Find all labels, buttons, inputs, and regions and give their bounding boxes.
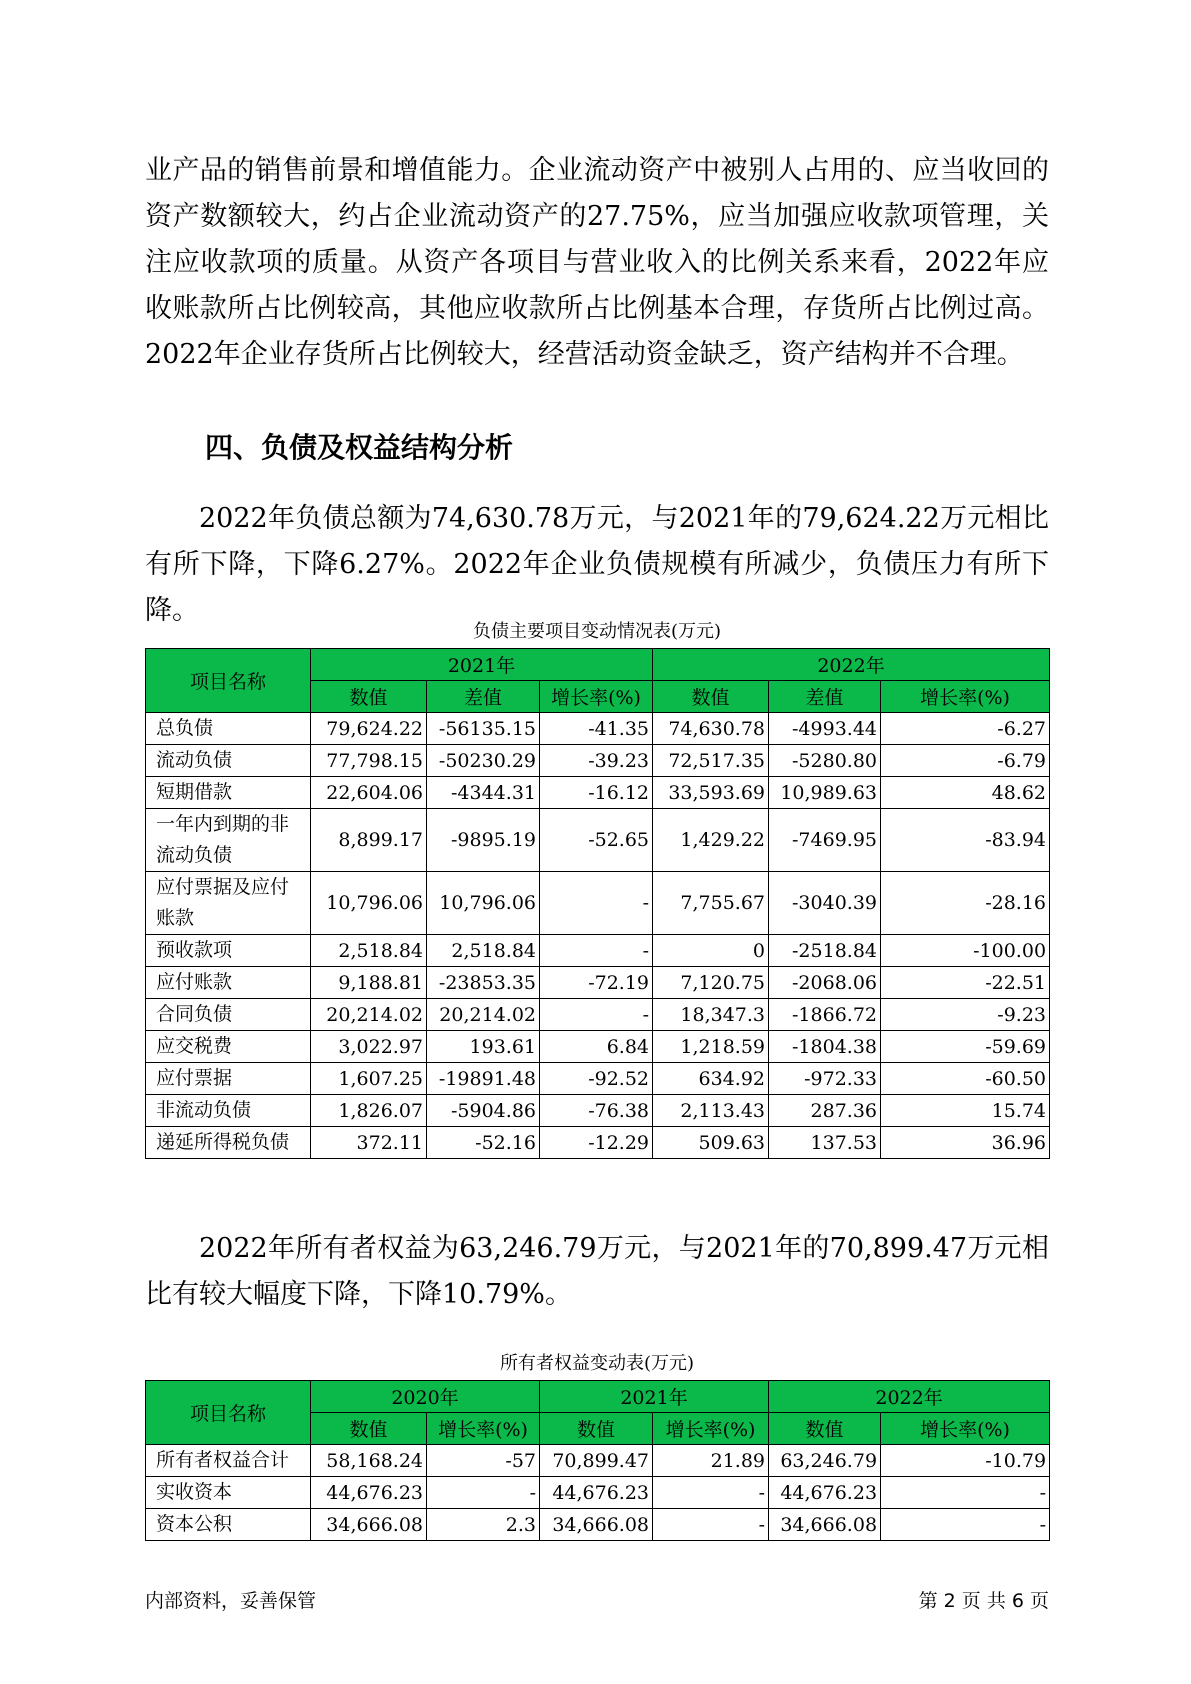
table-cell: 6.84 bbox=[540, 1031, 653, 1063]
table-cell: 22,604.06 bbox=[311, 777, 427, 809]
row-label: 应付票据 bbox=[146, 1063, 311, 1095]
liability-table bbox=[145, 648, 1050, 1159]
table-cell: -12.29 bbox=[540, 1127, 653, 1159]
table-row bbox=[146, 745, 1050, 777]
table-cell: -100.00 bbox=[881, 935, 1050, 967]
table-cell: 70,899.47 bbox=[540, 1445, 653, 1477]
table-cell: 74,630.78 bbox=[653, 713, 769, 745]
table-row bbox=[146, 999, 1050, 1031]
table-cell: 1,429.22 bbox=[653, 809, 769, 872]
table-cell: 7,755.67 bbox=[653, 872, 769, 935]
table-cell: 33,593.69 bbox=[653, 777, 769, 809]
header-value: 数值 bbox=[311, 1413, 427, 1445]
table-cell: 509.63 bbox=[653, 1127, 769, 1159]
paragraph-equity-summary: 2022年所有者权益为63,246.79万元，与2021年的70,899.47万元相比有较大幅度下降，下降10.79%。 bbox=[145, 1233, 1049, 1310]
table-cell: 0 bbox=[653, 935, 769, 967]
table-cell: 36.96 bbox=[881, 1127, 1050, 1159]
table-cell: 7,120.75 bbox=[653, 967, 769, 999]
table-cell: -10.79 bbox=[881, 1445, 1050, 1477]
table-cell: - bbox=[653, 1509, 769, 1541]
table-cell: -60.50 bbox=[881, 1063, 1050, 1095]
table-cell: -39.23 bbox=[540, 745, 653, 777]
section-heading: 四、负债及权益结构分析 bbox=[205, 431, 514, 464]
table-cell: 20,214.02 bbox=[311, 999, 427, 1031]
table-cell: 2,518.84 bbox=[311, 935, 427, 967]
table-cell: 18,347.3 bbox=[653, 999, 769, 1031]
row-label: 流动负债 bbox=[146, 745, 311, 777]
table-cell: 20,214.02 bbox=[427, 999, 540, 1031]
header-item-name: 项目名称 bbox=[146, 649, 311, 713]
table-cell: -28.16 bbox=[881, 872, 1050, 935]
table-cell: 2,113.43 bbox=[653, 1095, 769, 1127]
header-year: 2021年 bbox=[540, 1381, 769, 1413]
table-cell: - bbox=[881, 1509, 1050, 1541]
table-cell: 193.61 bbox=[427, 1031, 540, 1063]
table-cell: 372.11 bbox=[311, 1127, 427, 1159]
table-cell: -2068.06 bbox=[769, 967, 881, 999]
table-cell: -56135.15 bbox=[427, 713, 540, 745]
table-cell: 2.3 bbox=[427, 1509, 540, 1541]
header-year: 2022年 bbox=[653, 649, 1050, 681]
table-cell: -57 bbox=[427, 1445, 540, 1477]
table-cell: -6.79 bbox=[881, 745, 1050, 777]
table-cell: -41.35 bbox=[540, 713, 653, 745]
table-cell: 21.89 bbox=[653, 1445, 769, 1477]
table-cell: -16.12 bbox=[540, 777, 653, 809]
header-diff: 差值 bbox=[769, 681, 881, 713]
table-cell: 8,899.17 bbox=[311, 809, 427, 872]
header-growth: 增长率(%) bbox=[653, 1413, 769, 1445]
table-cell: -59.69 bbox=[881, 1031, 1050, 1063]
paragraph-liability-summary: 2022年负债总额为74,630.78万元，与2021年的79,624.22万元相比有所下降，下降6.27%。2022年企业负债规模有所减少，负债压力有所下降。 bbox=[145, 503, 1049, 626]
table-row bbox=[146, 809, 1050, 872]
table-cell: 2,518.84 bbox=[427, 935, 540, 967]
table-cell: -4993.44 bbox=[769, 713, 881, 745]
table-cell: -5280.80 bbox=[769, 745, 881, 777]
table-cell: 34,666.08 bbox=[540, 1509, 653, 1541]
row-label: 递延所得税负债 bbox=[146, 1127, 311, 1159]
table-cell: 72,517.35 bbox=[653, 745, 769, 777]
table-cell: 79,624.22 bbox=[311, 713, 427, 745]
table-row bbox=[146, 872, 1050, 935]
table-cell: 634.92 bbox=[653, 1063, 769, 1095]
table-cell: -52.65 bbox=[540, 809, 653, 872]
table2-caption: 所有者权益变动表(万元) bbox=[499, 1353, 695, 1374]
header-year: 2022年 bbox=[769, 1381, 1050, 1413]
header-value: 数值 bbox=[311, 681, 427, 713]
table-cell: 34,666.08 bbox=[769, 1509, 881, 1541]
row-label: 预收款项 bbox=[146, 935, 311, 967]
table-cell: 10,796.06 bbox=[311, 872, 427, 935]
row-label: 实收资本 bbox=[146, 1477, 311, 1509]
table-cell: - bbox=[540, 872, 653, 935]
table-cell: - bbox=[427, 1477, 540, 1509]
header-value: 数值 bbox=[653, 681, 769, 713]
table-cell: -1866.72 bbox=[769, 999, 881, 1031]
header-growth: 增长率(%) bbox=[881, 1413, 1050, 1445]
table-cell: 77,798.15 bbox=[311, 745, 427, 777]
table-cell: 63,246.79 bbox=[769, 1445, 881, 1477]
table-cell: 34,666.08 bbox=[311, 1509, 427, 1541]
table-cell: 15.74 bbox=[881, 1095, 1050, 1127]
table-cell: 10,989.63 bbox=[769, 777, 881, 809]
header-year: 2021年 bbox=[311, 649, 653, 681]
row-label: 合同负债 bbox=[146, 999, 311, 1031]
header-growth: 增长率(%) bbox=[427, 1413, 540, 1445]
table-cell: -19891.48 bbox=[427, 1063, 540, 1095]
table-cell: 48.62 bbox=[881, 777, 1050, 809]
table-cell: 1,607.25 bbox=[311, 1063, 427, 1095]
row-label: 应付账款 bbox=[146, 967, 311, 999]
table-cell: -83.94 bbox=[881, 809, 1050, 872]
row-label: 应交税费 bbox=[146, 1031, 311, 1063]
header-growth: 增长率(%) bbox=[540, 681, 653, 713]
table-cell: -9.23 bbox=[881, 999, 1050, 1031]
table-cell: -3040.39 bbox=[769, 872, 881, 935]
footer-page-number: 第 2 页 共 6 页 bbox=[918, 1590, 1049, 1612]
row-label: 资本公积 bbox=[146, 1509, 311, 1541]
row-label: 应付票据及应付账款 bbox=[146, 872, 311, 935]
table-cell: 137.53 bbox=[769, 1127, 881, 1159]
table-cell: -50230.29 bbox=[427, 745, 540, 777]
table-cell: 58,168.24 bbox=[311, 1445, 427, 1477]
header-year: 2020年 bbox=[311, 1381, 540, 1413]
table-cell: -23853.35 bbox=[427, 967, 540, 999]
table-cell: -7469.95 bbox=[769, 809, 881, 872]
table-cell: - bbox=[653, 1477, 769, 1509]
table-row bbox=[146, 967, 1050, 999]
table-cell: 9,188.81 bbox=[311, 967, 427, 999]
header-growth: 增长率(%) bbox=[881, 681, 1050, 713]
table-cell: 44,676.23 bbox=[311, 1477, 427, 1509]
table-cell: 3,022.97 bbox=[311, 1031, 427, 1063]
table-cell: - bbox=[540, 935, 653, 967]
table-cell: 44,676.23 bbox=[769, 1477, 881, 1509]
table-row bbox=[146, 1031, 1050, 1063]
table-cell: 1,826.07 bbox=[311, 1095, 427, 1127]
table-cell: -972.33 bbox=[769, 1063, 881, 1095]
table1-caption: 负债主要项目变动情况表(万元) bbox=[472, 621, 722, 642]
header-item-name: 项目名称 bbox=[146, 1381, 311, 1445]
table-cell: - bbox=[881, 1477, 1050, 1509]
table-cell: -92.52 bbox=[540, 1063, 653, 1095]
table-row bbox=[146, 935, 1050, 967]
equity-table bbox=[145, 1380, 1050, 1541]
table-row bbox=[146, 777, 1050, 809]
row-label: 总负债 bbox=[146, 713, 311, 745]
table-row bbox=[146, 1127, 1050, 1159]
row-label: 短期借款 bbox=[146, 777, 311, 809]
header-value: 数值 bbox=[540, 1413, 653, 1445]
header-diff: 差值 bbox=[427, 681, 540, 713]
row-label: 非流动负债 bbox=[146, 1095, 311, 1127]
table-cell: -52.16 bbox=[427, 1127, 540, 1159]
paragraph-asset-analysis: 业产品的销售前景和增值能力。企业流动资产中被别人占用的、应当收回的资产数额较大，约占企业流动资产的27.75%，应当加强应收款项管理，关注应收款项的质量。从资产各项目与营业收入的比例关系来看，2022年应收账款所占比例较高，其他应收款所占比例基本合理，存货所占比例过高。2022年企业存货所占比例较大，经营活动资金缺乏，资产结构并不合理。 bbox=[145, 155, 1049, 370]
table-row bbox=[146, 1095, 1050, 1127]
table-cell: -72.19 bbox=[540, 967, 653, 999]
table-cell: 10,796.06 bbox=[427, 872, 540, 935]
row-label: 一年内到期的非流动负债 bbox=[146, 809, 311, 872]
table-cell: 287.36 bbox=[769, 1095, 881, 1127]
table-cell: -4344.31 bbox=[427, 777, 540, 809]
table-row bbox=[146, 1063, 1050, 1095]
table-cell: -76.38 bbox=[540, 1095, 653, 1127]
table-cell: -5904.86 bbox=[427, 1095, 540, 1127]
table-cell: 1,218.59 bbox=[653, 1031, 769, 1063]
table-cell: -1804.38 bbox=[769, 1031, 881, 1063]
table-row bbox=[146, 713, 1050, 745]
table-row bbox=[146, 1509, 1050, 1541]
table-row bbox=[146, 1477, 1050, 1509]
table-cell: -9895.19 bbox=[427, 809, 540, 872]
table-row bbox=[146, 1445, 1050, 1477]
table-cell: -22.51 bbox=[881, 967, 1050, 999]
row-label: 所有者权益合计 bbox=[146, 1445, 311, 1477]
table-cell: 44,676.23 bbox=[540, 1477, 653, 1509]
table-cell: -6.27 bbox=[881, 713, 1050, 745]
header-value: 数值 bbox=[769, 1413, 881, 1445]
table-cell: -2518.84 bbox=[769, 935, 881, 967]
footer-confidential-note: 内部资料，妥善保管 bbox=[145, 1590, 317, 1612]
table-cell: - bbox=[540, 999, 653, 1031]
